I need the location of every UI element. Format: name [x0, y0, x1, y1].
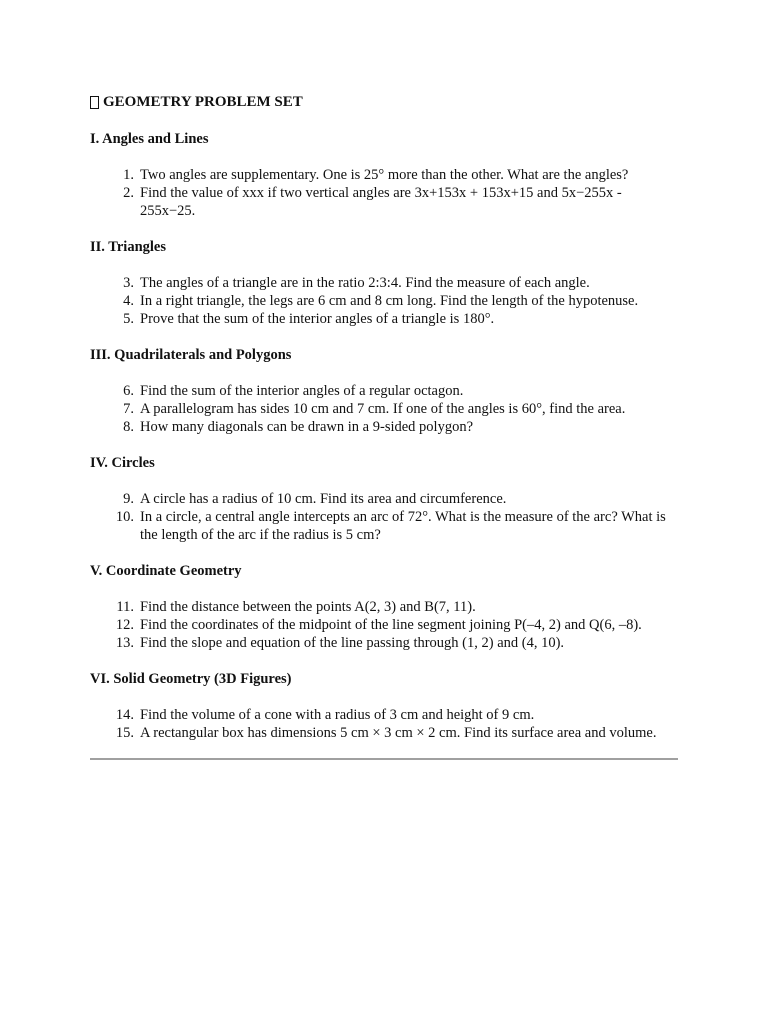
section-heading: VI. Solid Geometry (3D Figures) — [90, 671, 292, 687]
problem-list — [90, 274, 678, 328]
problem-item — [90, 382, 678, 400]
problem-number: 9 . — [90, 490, 135, 508]
problem-item — [90, 508, 678, 544]
problem-number: 2 . — [90, 184, 135, 220]
problem-number: 12 . — [90, 616, 135, 634]
problem-text: In a right triangle, the legs are 6 cm and 8 cm long. Find the length of the hypotenuse. — [140, 293, 639, 309]
problem-text: A rectangular box has dimensions 5 cm × 3 cm × 2 cm. Find its surface area and volume. — [140, 725, 657, 741]
problem-item — [90, 166, 678, 184]
problem-item — [90, 292, 678, 310]
problem-list — [90, 598, 678, 652]
section-heading: III. Quadrilaterals and Polygons — [90, 347, 292, 363]
problem-item — [90, 400, 678, 418]
problem-number: 4 . — [90, 292, 135, 310]
problem-number: 1 . — [90, 166, 135, 184]
sections-container — [90, 130, 678, 742]
page-title-text: GEOMETRY PROBLEM SET — [103, 94, 303, 110]
problem-text: Find the sum of the interior angles of a regular octagon. — [140, 383, 464, 399]
problem-number: 6 . — [90, 382, 135, 400]
problem-item — [90, 724, 678, 742]
problem-item — [90, 310, 678, 328]
problem-list — [90, 490, 678, 544]
problem-number: 3 . — [90, 274, 135, 292]
problem-text: A parallelogram has sides 10 cm and 7 cm. If one of the angles is 60°, find the area. — [140, 401, 626, 417]
problem-text: Find the coordinates of the midpoint of the line segment joining P(–4, 2) and Q(6, –8). — [140, 617, 642, 633]
problem-list — [90, 166, 678, 220]
problem-text: Find the value of xxx if two vertical angles are 3x+153x + 153x+15 and 5x−255x - 255x−25. — [140, 185, 622, 219]
page-title — [90, 92, 678, 112]
problem-text: In a circle, a central angle intercepts an arc of 72°. What is the measure of the arc? What is the length of the arc if the radius is 5 cm? — [140, 509, 666, 543]
problem-text: Find the distance between the points A(2, 3) and B(7, 11). — [140, 599, 476, 615]
problem-item — [90, 490, 678, 508]
problem-number: 10 . — [90, 508, 135, 544]
problem-number: 14 . — [90, 706, 135, 724]
problem-item — [90, 418, 678, 436]
problem-item — [90, 706, 678, 724]
problem-text: Find the volume of a cone with a radius of 3 cm and height of 9 cm. — [140, 707, 535, 723]
problem-item — [90, 634, 678, 652]
section-heading: I. Angles and Lines — [90, 131, 209, 147]
problem-text: Two angles are supplementary. One is 25° more than the other. What are the angles? — [140, 167, 629, 183]
problem-number: 15 . — [90, 724, 135, 742]
problem-item — [90, 616, 678, 634]
problem-number: 13 . — [90, 634, 135, 652]
problem-number: 11 . — [90, 598, 135, 616]
problem-list — [90, 382, 678, 436]
section-heading: V. Coordinate Geometry — [90, 563, 242, 579]
problem-text: How many diagonals can be drawn in a 9-sided polygon? — [140, 419, 474, 435]
section-heading: II. Triangles — [90, 239, 167, 255]
horizontal-rule — [90, 758, 678, 760]
problem-text: Find the slope and equation of the line passing through (1, 2) and (4, 10). — [140, 635, 565, 651]
section-heading: IV. Circles — [90, 455, 155, 471]
problem-text: The angles of a triangle are in the ratio 2:3:4. Find the measure of each angle. — [140, 275, 590, 291]
problem-item — [90, 274, 678, 292]
problem-item — [90, 184, 678, 220]
document-body — [90, 92, 678, 760]
problem-text: A circle has a radius of 10 cm. Find its area and circumference. — [140, 491, 507, 507]
problem-text: Prove that the sum of the interior angles of a triangle is 180°. — [140, 311, 495, 327]
problem-number: 5 . — [90, 310, 135, 328]
missing-glyph-icon — [90, 96, 99, 109]
problem-item — [90, 598, 678, 616]
problem-list — [90, 706, 678, 742]
problem-number: 8 . — [90, 418, 135, 436]
problem-number: 7 . — [90, 400, 135, 418]
